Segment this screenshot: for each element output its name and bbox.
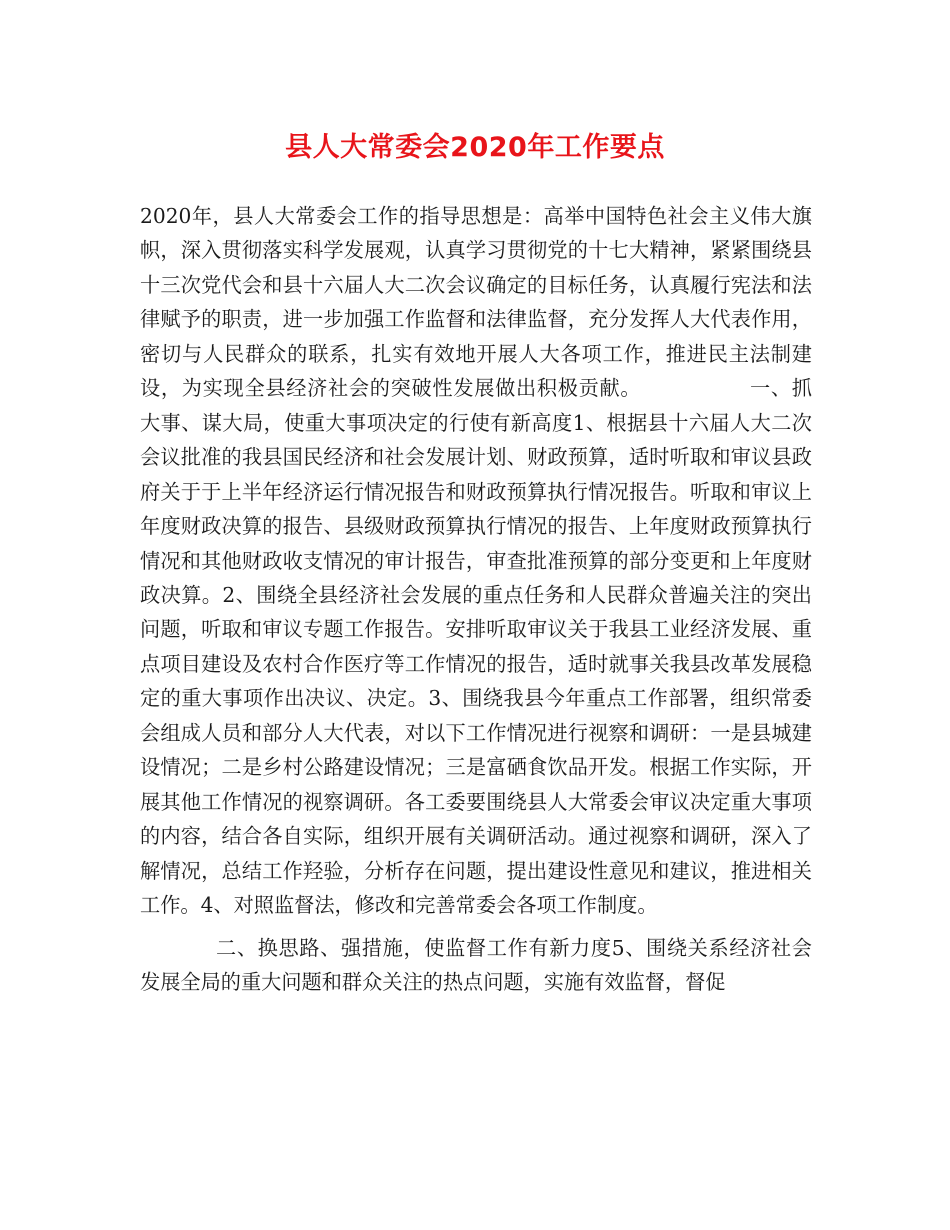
paragraph-1-part-2: 一、抓大事、谋大局，使重大事项决定的行使有新高度1、根据县十六届人大二次会议批准的我县国民经济和社会发展计划、财政预算，适时听取和审议县政府关于于上半年经济运行情况报告和财政预算执行情况报告。听取和审议上年度财政决算的报告、县级财政预算执行情况的报告、上年度财政预算执行情况和其他财政收支情况的审计报告，审查批准预算的部分变更和上年度财政决算。2、围绕全县经济社会发展的重点任务和人民群众普遍关注的突出问题，听取和审议专题工作报告。安排听取审议关于我县工业经济发展、重点项目建设及农村合作医疗等工作情况的报告，适时就事关我县改革发展稳定的重大事项作出决议、决定。3、围绕我县今年重点工作部署，组织常委会组成人员和部分人大代表，对以下工作情况进行视察和调研：一是县城建设情况；二是乡村公路建设情况；三是富硒食饮品开发。根据工作实际，开展其他工作情况的视察调研。各工委要围绕县人大常委会审议决定重大事项的内容，结合各自实际，组织开展有关调研活动。通过视察和调研，深入了解情况，总结工作羟验，分析存在问题，提出建设性意见和建议，推进相关工作。4、对照监督法，修改和完善常委会各项工作制度。 (140, 376, 812, 918)
paragraph-2: 二、换思路、强措施，使监督工作有新力度5、围绕关系经济社会发展全局的重大问题和群众关注的热点问题，实施有效监督，督促 (140, 935, 812, 994)
document-title: 县人大常委会2020年工作要点 (285, 132, 665, 163)
paragraph-1-part-1: 2020年，县人大常委会工作的指导思想是：高举中国特色社会主义伟大旗帜，深入贯彻落实科学发展观，认真学习贯彻党的十七大精神，紧紧围绕县十三次党代会和县十六届人大二次会议确定的目标任务，认真履行宪法和法律赋予的职责，进一步加强工作监督和法律监督，充分发挥人大代表作用，密切与人民群众的联系，扎实有效地开展人大各项工作，推进民主法制建设，为实现全县经济社会的突破性发展做出积极贡献。 (140, 204, 812, 401)
paragraph-1 (140, 199, 812, 923)
document-body (140, 199, 812, 999)
